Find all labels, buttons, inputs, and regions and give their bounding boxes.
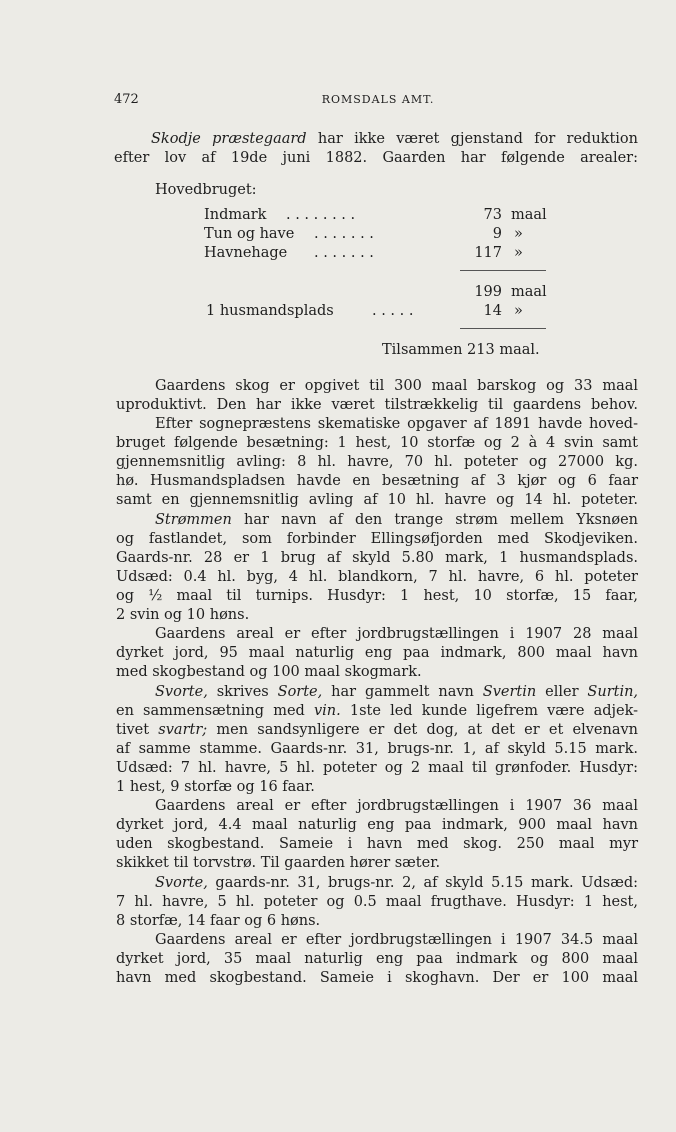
area-unit: » [514,245,523,261]
text-line: Skodje præstegaard har ikke været gjenstand for reduktion [151,131,639,147]
text-line: bruget følgende besætning: 1 hest, 10 storfæ og 2 à 4 svin samt [116,435,638,451]
text-line: uproduktivt. Den har ikke været tilstrækkelig til gaardens behov. [116,397,638,413]
text-line: Gaardens skog er opgivet til 300 maal barskog og 33 maal [155,378,638,394]
text-line: hø. Husmandspladsen havde en besætning af 3 kjør og 6 faar [116,473,638,489]
area-label: Havnehage [204,245,288,261]
subtotal-unit: maal [511,284,547,300]
area-label: Tun og have [204,226,295,242]
total-line: Tilsammen 213 maal. [382,342,540,358]
area-label: Indmark [204,207,267,223]
page-number: 472 [114,92,139,107]
text-line: og ½ maal til turnips. Husdyr: 1 hest, 10 storfæ, 15 faar, [116,588,639,604]
text-line: 1 hest, 9 storfæ og 16 faar. [116,779,315,795]
text-line: tivet svartr; men sandsynligere er det dog, at det er et elvenavn [116,722,639,738]
text-line: en sammensætning med vin. 1ste led kunde ligefrem være adjek- [116,703,639,719]
text-line: 7 hl. havre, 5 hl. poteter og 0.5 maal frugthave. Husdyr: 1 hest, [116,894,638,910]
text-line: uden skogbestand. Sameie i havn med skog. 250 maal myr [116,836,638,852]
text-line: Gaards-nr. 28 er 1 brug af skyld 5.80 mark, 1 husmandsplads. [116,550,638,566]
text-line: dyrket jord, 4.4 maal naturlig eng paa indmark, 900 maal havn [116,817,638,833]
leader-dots: . . . . . . . [314,245,374,261]
text-line: 2 svin og 10 høns. [116,607,250,623]
text-line: skikket til torvstrø. Til gaarden hører sæter. [116,855,441,871]
running-head: ROMSDALS AMT. [321,93,435,106]
area-value: 14 [483,303,502,319]
text-line: efter lov af 19de juni 1882. Gaarden har følgende arealer: [114,150,638,166]
sum-rule [460,328,546,329]
text-line: dyrket jord, 35 maal naturlig eng paa indmark og 800 maal [116,951,638,967]
text-line: Udsæd: 7 hl. havre, 5 hl. poteter og 2 maal til grønfoder. Husdyr: [116,760,638,776]
text-line: havn med skogbestand. Sameie i skoghavn. Der er 100 maal [116,970,638,986]
text-line: Gaardens areal er efter jordbrugstællingen i 1907 36 maal [155,798,638,814]
subtotal-value: 199 [474,284,502,300]
text-line: Svorte, gaards-nr. 31, brugs-nr. 2, af skyld 5.15 mark. Udsæd: [155,875,638,891]
leader-dots: . . . . . . . [314,226,374,242]
area-unit: » [514,303,523,319]
leader-dots: . . . . . . . . [286,207,356,223]
text-line: Gaardens areal er efter jordbrugstællingen i 1907 28 maal [155,626,638,642]
text-line: dyrket jord, 95 maal naturlig eng paa indmark, 800 maal havn [116,645,638,661]
text-line: og fastlandet, som forbinder Ellingsøfjorden med Skodjeviken. [116,531,638,547]
area-value: 9 [492,226,502,242]
text-line: med skogbestand og 100 maal skogmark. [116,664,422,680]
section-label: Hovedbruget: [155,182,257,198]
text-line: 8 storfæ, 14 faar og 6 høns. [116,913,321,929]
sum-rule [460,270,546,271]
area-value: 73 [483,207,502,223]
area-label: 1 husmandsplads [206,303,334,319]
area-value: 117 [474,245,502,261]
text-line: Udsæd: 0.4 hl. byg, 4 hl. blandkorn, 7 hl. havre, 6 hl. poteter [116,569,638,585]
text-line: Strømmen har navn af den trange strøm mellem Yksnøen [155,512,638,528]
text-line: Gaardens areal er efter jordbrugstællingen i 1907 34.5 maal [155,932,638,948]
text-line: samt en gjennemsnitlig avling af 10 hl. havre og 14 hl. poteter. [116,492,638,508]
leader-dots: . . . . . [372,303,414,319]
text-line: af samme stamme. Gaards-nr. 31, brugs-nr. 1, af skyld 5.15 mark. [116,741,638,757]
text-line: Efter sognepræstens skematiske opgaver af 1891 havde hoved- [155,416,638,432]
area-unit: maal [511,207,547,223]
text-line: Svorte, skrives Sorte, har gammelt navn Svertin eller Surtin, [155,684,639,700]
area-unit: » [514,226,523,242]
text-line: gjennemsnitlig avling: 8 hl. havre, 70 hl. poteter og 27000 kg. [116,454,638,470]
